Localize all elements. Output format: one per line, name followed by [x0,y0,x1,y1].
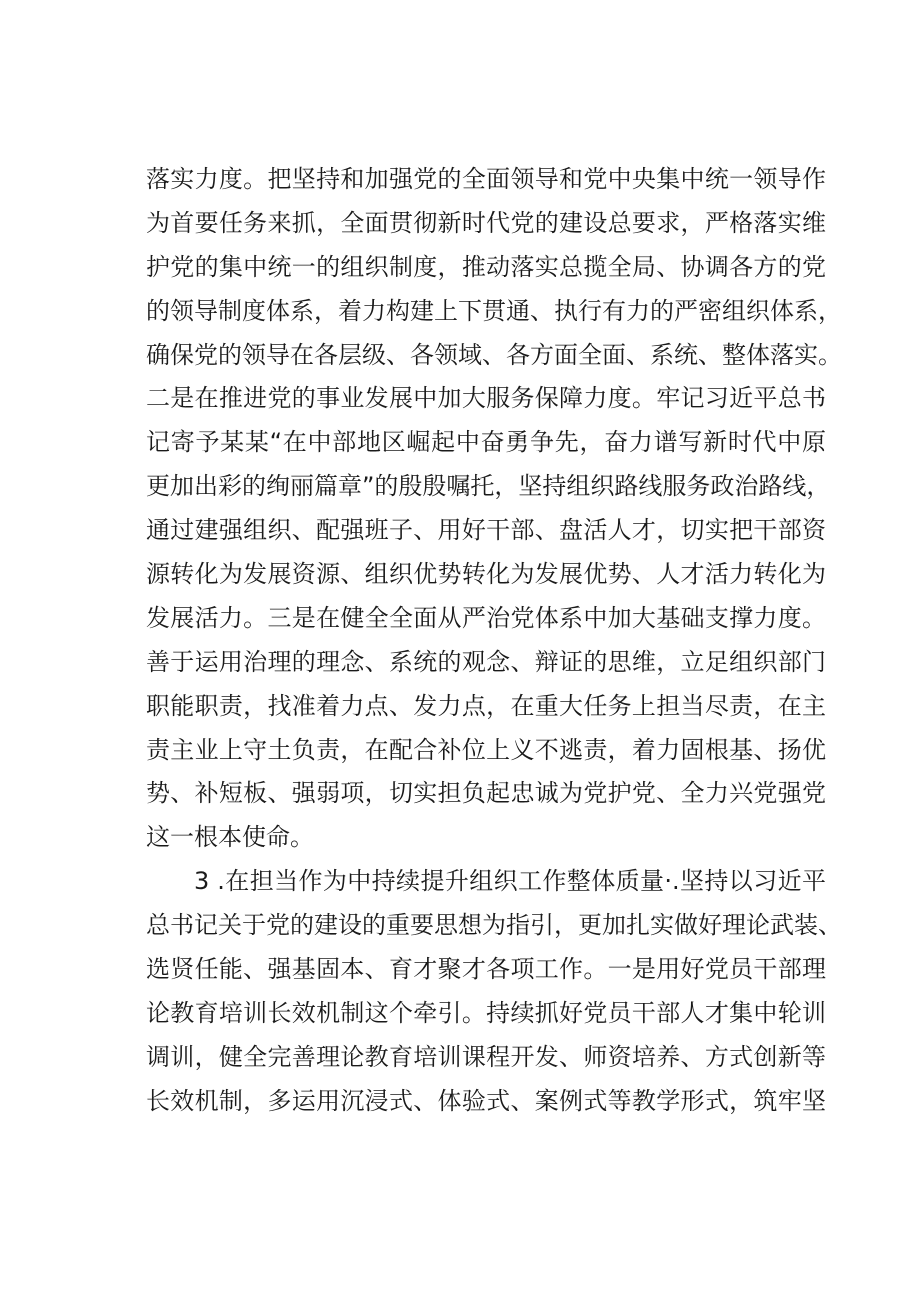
text-line: 为首要任务来抓，全面贯彻新时代党的建设总要求，严格落实维 [146,208,826,237]
text-line: 调训，健全完善理论教育培训课程开发、师资培养、方式创新等 [146,1042,826,1071]
text-line: 长效机制，多运用沉浸式、体验式、案例式等教学形式，筑牢坚 [146,1086,826,1115]
text-line: 落实力度。把坚持和加强党的全面领导和党中央集中统一领导作 [146,165,826,193]
body-text [146,158,842,1124]
text-line: 确保党的领导在各层级、各领域、各方面全面、系统、整体落实。 [146,340,842,369]
text-line: 善于运用治理的理念、系统的观念、辩证的思维，立足组织部门 [146,647,826,676]
text-line: 通过建强组织、配强班子、用好干部、盘活人才，切实把干部资 [146,516,826,545]
text-line: 总书记关于党的建设的重要思想为指引，更加扎实做好理论武装、 [146,911,842,940]
section-heading-line: 3 .在担当作为中持续提升组织工作整体质量·.坚持以习近平 [194,867,826,896]
text-line: 选贤任能、强基固本、育才聚才各项工作。一是用好党员干部理 [146,955,826,984]
text-line: 二是在推进党的事业发展中加大服务保障力度。牢记习近平总书 [146,384,826,413]
text-line: 职能职责，找准着力点、发力点，在重大任务上担当尽责，在主 [146,691,826,720]
text-line: 论教育培训长效机制这个牵引。持续抓好党员干部人才集中轮训 [146,998,826,1027]
text-line: 护党的集中统一的组织制度，推动落实总揽全局、协调各方的党 [146,252,826,281]
text-line: 发展活力。三是在健全全面从严治党体系中加大基础支撑力度。 [146,603,826,632]
text-line: 这一根本使命。 [146,823,314,852]
text-line: 的领导制度体系，着力构建上下贯通、执行有力的严密组织体系， [146,296,842,325]
text-line: 更加出彩的绚丽篇章”的殷殷嘱托，坚持组织路线服务政治路线， [146,472,831,501]
text-line: 势、补短板、强弱项，切实担负起忠诚为党护党、全力兴党强党 [146,779,826,808]
text-line: 源转化为发展资源、组织优势转化为发展优势、人才活力转化为 [146,560,826,589]
text-line: 记寄予某某“在中部地区崛起中奋勇争先，奋力谱写新时代中原 [146,428,826,457]
text-line: 责主业上守土负责，在配合补位上义不逃责，着力固根基、扬优 [146,735,826,764]
